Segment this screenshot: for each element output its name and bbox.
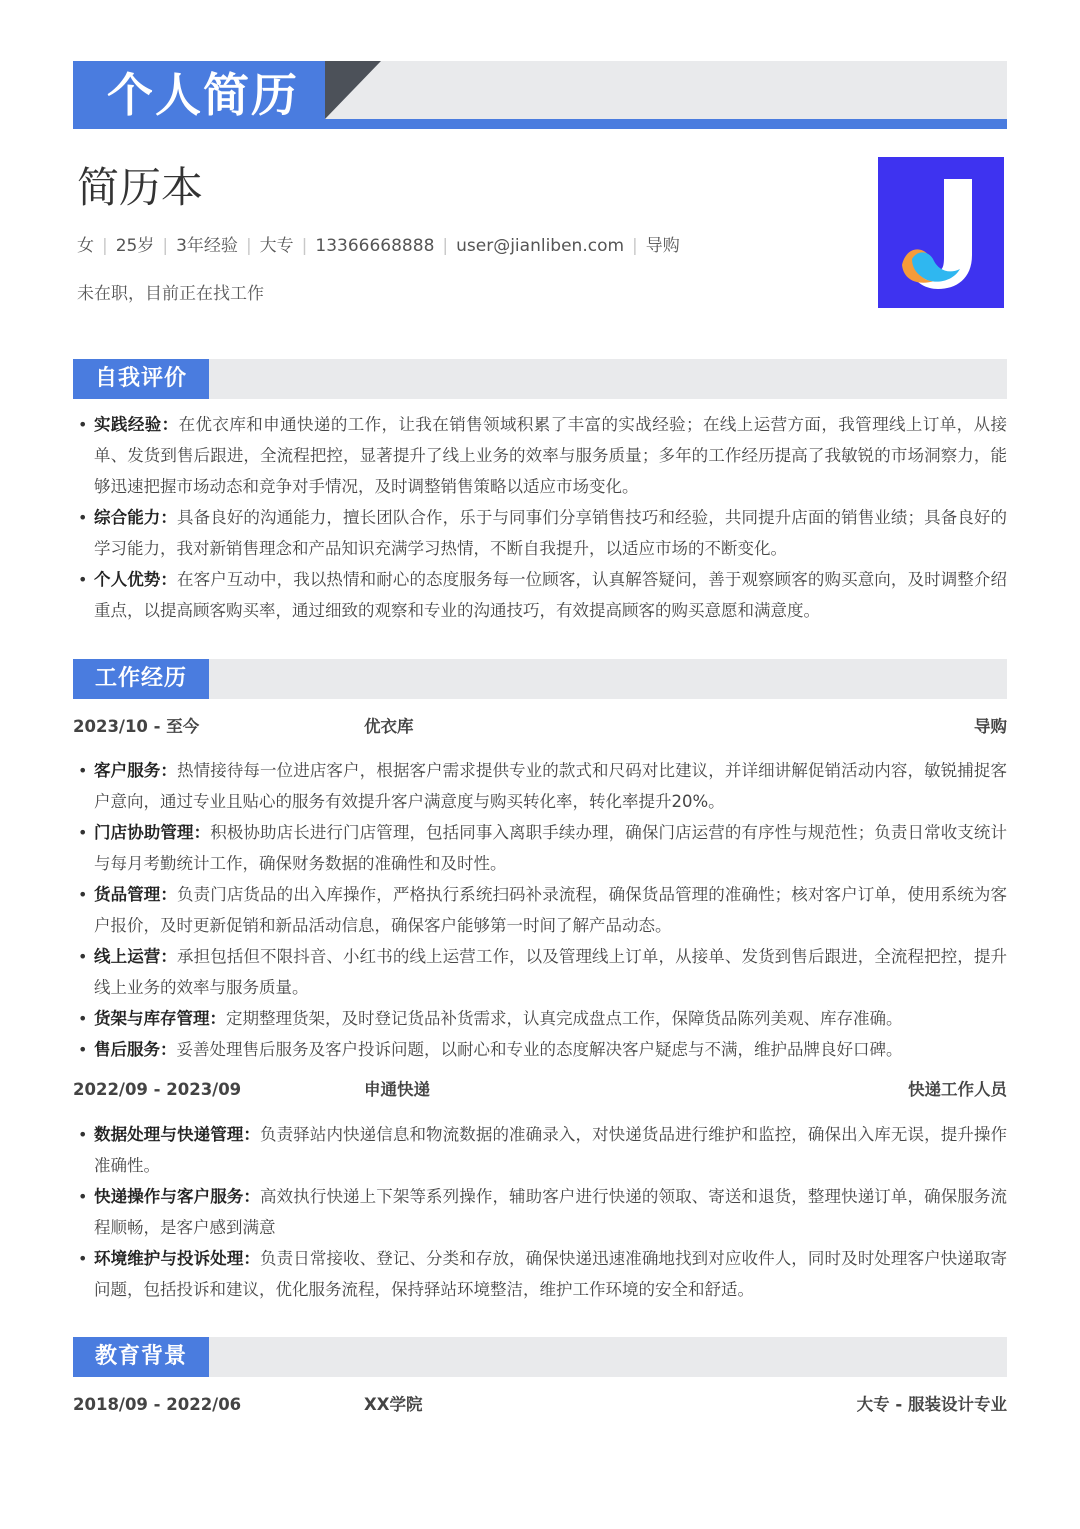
item-text: 负责门店货品的出入库操作，严格执行系统扫码补录流程，确保货品管理的准确性；核对客户订单，使用系统为客户报价，及时更新促销和新品活动信息，确保客户能够第一时间了解产品动态。 <box>94 885 1008 935</box>
self-evaluation-list <box>73 409 1007 626</box>
list-item <box>73 1243 1007 1305</box>
job-period: 2022/09 - 2023/09 <box>73 1080 242 1099</box>
candidate-name: 简历本 <box>77 163 204 212</box>
section-work-experience <box>73 659 1007 699</box>
job-duties-list <box>73 1119 1007 1305</box>
item-text: 具备良好的沟通能力，擅长团队合作，乐于与同事们分享销售技巧和经验，共同提升店面的销售业绩；具备良好的学习能力，我对新销售理念和产品知识充满学习热情，不断自我提升，以适应市场的不断变化。 <box>94 508 1008 558</box>
education-school: XX学院 <box>364 1395 423 1414</box>
education-degree: 大专 - 服装设计专业 <box>856 1395 1007 1414</box>
page-title: 个人简历 <box>107 68 299 122</box>
item-label: 货品管理： <box>94 885 178 904</box>
job-header-row <box>73 714 1007 740</box>
item-label: 个人优势： <box>94 570 178 589</box>
item-text: 在客户互动中，我以热情和耐心的态度服务每一位顾客，认真解答疑问，善于观察顾客的购买意向，及时调整介绍重点，以提高顾客购买率，通过细致的观察和专业的沟通技巧，有效提高顾客的购买意愿和满意度。 <box>94 570 1008 620</box>
logo-icon <box>878 157 1004 308</box>
item-text: 负责日常接收、登记、分类和存放，确保快递迅速准确地找到对应收件人，同时及时处理客户快递取寄问题，包括投诉和建议，优化服务流程，保持驿站环境整洁，维护工作环境的安全和舒适。 <box>94 1249 1008 1299</box>
info-phone: 13366668888 <box>315 236 435 256</box>
list-item <box>73 564 1007 626</box>
job-header-row <box>73 1077 1007 1103</box>
section-heading: 教育背景 <box>73 1337 209 1377</box>
list-item <box>73 755 1007 817</box>
info-separator: | <box>245 236 252 256</box>
section-heading: 工作经历 <box>73 659 209 699</box>
job-role: 导购 <box>974 717 1007 736</box>
info-separator: | <box>162 236 169 256</box>
item-text: 在优衣库和申通快递的工作，让我在销售领域积累了丰富的实战经验；在线上运营方面，我管理线上订单，从接单、发货到售后跟进，全流程把控，显著提升了线上业务的效率与服务质量；多年的工作经历提高了我敏锐的市场洞察力，能够迅速把握市场动态和竞争对手情况，及时调整销售策略以适应市场变化。 <box>94 415 1008 496</box>
education-row <box>73 1392 1007 1418</box>
list-item <box>73 1003 1007 1034</box>
candidate-info-line <box>77 233 680 259</box>
info-separator: | <box>442 236 449 256</box>
banner-title-box <box>73 61 325 129</box>
header-banner <box>73 61 1007 129</box>
item-text: 定期整理货架，及时登记货品补货需求，认真完成盘点工作，保障货品陈列美观、库存准确。 <box>226 1009 903 1028</box>
list-item <box>73 1119 1007 1181</box>
info-experience: 3年经验 <box>176 236 238 256</box>
list-item <box>73 941 1007 1003</box>
item-label: 线上运营： <box>94 947 178 966</box>
job-period: 2023/10 - 至今 <box>73 717 200 736</box>
item-text: 负责驿站内快递信息和物流数据的准确录入，对快递货品进行维护和监控，确保出入库无误，提升操作准确性。 <box>94 1125 1008 1175</box>
section-education <box>73 1337 1007 1377</box>
item-text: 妥善处理售后服务及客户投诉问题，以耐心和专业的态度解决客户疑虑与不满，维护品牌良好口碑。 <box>176 1040 903 1059</box>
item-label: 实践经验： <box>94 415 179 434</box>
job-role: 快递工作人员 <box>908 1080 1007 1099</box>
list-item <box>73 817 1007 879</box>
info-separator: | <box>102 236 108 256</box>
info-separator: | <box>301 236 308 256</box>
education-period: 2018/09 - 2022/06 <box>73 1395 242 1414</box>
list-item <box>73 409 1007 502</box>
item-text: 热情接待每一位进店客户，根据客户需求提供专业的款式和尺码对比建议，并详细讲解促销活动内容，敏锐捕捉客户意向，通过专业且贴心的服务有效提升客户满意度与购买转化率，转化率提升20%。 <box>94 761 1008 811</box>
info-target-position: 导购 <box>645 236 680 256</box>
item-label: 客户服务： <box>94 761 178 780</box>
info-gender: 女 <box>77 236 94 256</box>
job-status: 未在职，目前正在找工作 <box>77 284 264 304</box>
section-heading: 自我评价 <box>73 359 209 399</box>
list-item <box>73 1034 1007 1065</box>
banner-triangle-decoration <box>325 61 381 119</box>
job-company: 优衣库 <box>364 717 414 736</box>
item-text: 承担包括但不限抖音、小红书的线上运营工作，以及管理线上订单，从接单、发货到售后跟进，全流程把控，提升线上业务的效率与服务质量。 <box>94 947 1008 997</box>
job-duties-list <box>73 755 1007 1065</box>
item-label: 货架与库存管理： <box>94 1009 226 1028</box>
info-separator: | <box>632 236 638 256</box>
item-label: 综合能力： <box>94 508 178 527</box>
item-text: 高效执行快递上下架等系列操作，辅助客户进行快递的领取、寄送和退货，整理快递订单，确保服务流程顺畅，是客户感到满意 <box>94 1187 1008 1237</box>
item-label: 数据处理与快递管理： <box>94 1125 261 1144</box>
list-item <box>73 1181 1007 1243</box>
info-education: 大专 <box>259 236 294 256</box>
list-item <box>73 502 1007 564</box>
item-label: 环境维护与投诉处理： <box>94 1249 261 1268</box>
item-label: 快递操作与客户服务： <box>94 1187 261 1206</box>
info-email: user@jianliben.com <box>456 236 625 256</box>
section-self-evaluation <box>73 359 1007 399</box>
info-age: 25岁 <box>115 236 155 256</box>
item-label: 门店协助管理： <box>94 823 211 842</box>
avatar <box>878 157 1004 308</box>
job-company: 申通快递 <box>364 1080 430 1099</box>
item-text: 积极协助店长进行门店管理，包括同事入离职手续办理，确保门店运营的有序性与规范性；负责日常收支统计与每月考勤统计工作，确保财务数据的准确性和及时性。 <box>94 823 1008 873</box>
item-label: 售后服务： <box>94 1040 177 1059</box>
list-item <box>73 879 1007 941</box>
